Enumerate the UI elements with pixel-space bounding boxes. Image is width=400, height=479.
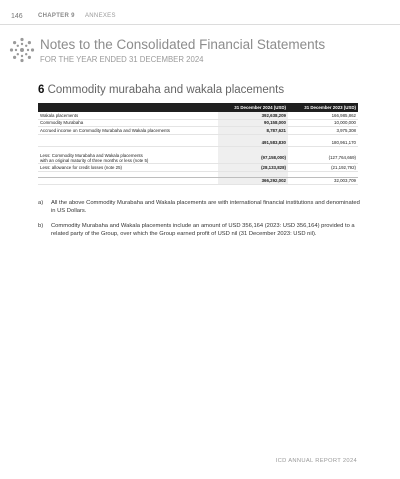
table-row — [38, 112, 358, 119]
row-label: Wakala placements — [38, 112, 218, 119]
value-2023: (127,764,669) — [288, 152, 358, 164]
footer-label: ICD ANNUAL REPORT 2024 — [275, 458, 357, 464]
footnote-text: Commodity Murabaha and Wakala placements include an amount of USD 356,164 (2023: USD 356,164) provided to a related party of the Group, over which the Group earned profit of USD nil (31 December 2023: USD nil). — [51, 223, 355, 238]
section-label: ANNEXES — [85, 13, 116, 19]
value-2024: 8,787,621 — [218, 127, 288, 135]
header-rule — [0, 24, 400, 25]
subtotal-2024: 491,583,830 — [218, 140, 288, 147]
icd-logo-icon — [9, 37, 35, 63]
total-2024: 366,292,002 — [218, 177, 288, 185]
value-2024: (97,158,000) — [218, 152, 288, 164]
row-label — [38, 152, 218, 164]
note-number: 6 — [38, 84, 45, 96]
footnote-text: All the above Commodity Murabaha and Wakala placements are with international financial institutions and denominated in US Dollars. — [51, 200, 360, 215]
subtotal-2023: 180,961,170 — [288, 140, 358, 147]
table-row — [38, 152, 358, 164]
subtotal-row — [38, 140, 358, 147]
row-label — [38, 140, 218, 147]
table-row — [38, 164, 358, 172]
value-2024: 392,638,209 — [218, 112, 288, 119]
total-2023: 32,003,709 — [288, 177, 358, 185]
table-header-row — [38, 103, 358, 112]
value-2023: 3,975,308 — [288, 127, 358, 135]
value-2024: 90,158,000 — [218, 119, 288, 127]
row-label: Accrued income on Commodity Murabaha and Wakala placements — [38, 127, 218, 135]
row-label — [38, 177, 218, 185]
value-2024: (28,133,828) — [218, 164, 288, 172]
placements-table — [38, 103, 358, 185]
page-title: Notes to the Consolidated Financial Statements — [40, 37, 326, 52]
value-2023: 10,000,000 — [288, 119, 358, 127]
table-row — [38, 119, 358, 127]
row-label-line: Less: Commodity Murabaha and Wakala placements — [40, 152, 143, 158]
footnote-letter: a) — [38, 200, 44, 206]
row-label: Less: allowance for credit losses (note 25) — [38, 164, 218, 172]
footnote-letter: b) — [38, 223, 44, 229]
note-heading — [38, 84, 284, 96]
row-label: Commodity Murabaha — [38, 119, 218, 127]
column-header-2024: 31 December 2024 (USD) — [218, 103, 288, 112]
column-header-2023: 31 December 2023 (USD) — [288, 103, 358, 112]
value-2023: 166,985,862 — [288, 112, 358, 119]
note-title: Commodity murabaha and wakala placements — [47, 84, 285, 96]
table-row — [38, 127, 358, 135]
row-label-line: with an original maturity of three months or less (note 5) — [40, 157, 149, 163]
column-header-label — [38, 103, 218, 112]
page-subtitle: FOR THE YEAR ENDED 31 DECEMBER 2024 — [40, 55, 204, 64]
value-2023: (21,192,792) — [288, 164, 358, 172]
chapter-label: CHAPTER 9 — [38, 13, 75, 19]
page-number: 146 — [11, 13, 23, 20]
total-row — [38, 177, 358, 185]
